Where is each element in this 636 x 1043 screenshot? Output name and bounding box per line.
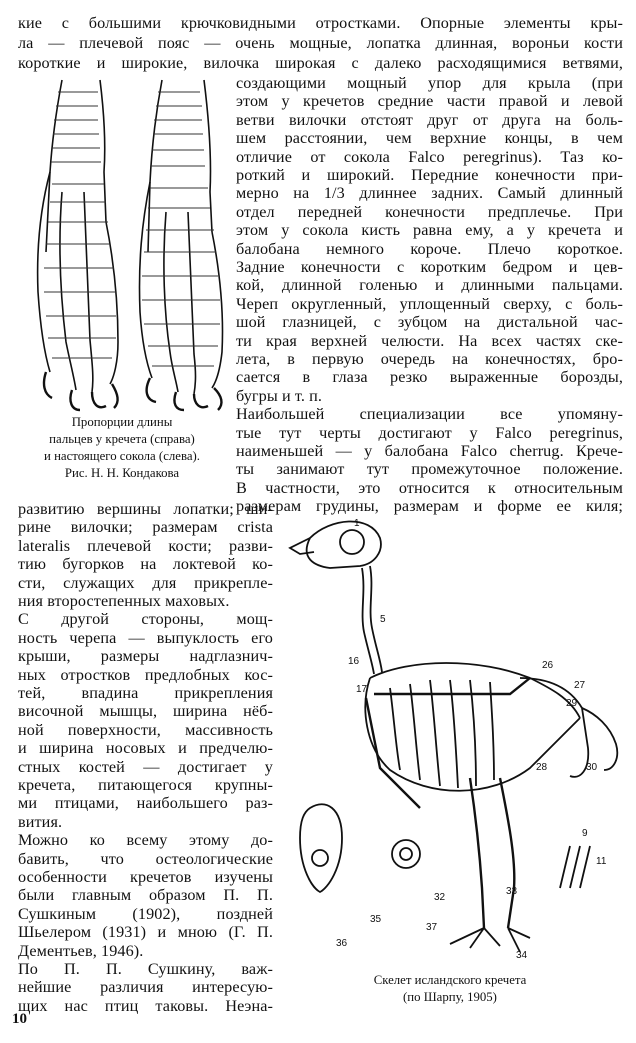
text-line: этом у кречетов средние части правой и левой [236,92,623,111]
text-line: лета, в первую очередь на конечностях, бро- [236,350,623,368]
text-line: бавить, что остеологические [18,849,273,868]
text-line: ветви вилочки отстоят друг от друга на боль- [236,110,623,129]
text-line: особенности кречетов изучены [18,868,273,886]
text-line: отдел передней конечности предплечье. При [236,202,623,221]
feet-illustration [22,72,230,412]
text-line: ты занимают тут промежуточное положение. [236,460,623,479]
text-line: Наибольшей специализации все упомяну- [236,405,623,424]
caption-line: Рис. Н. Н. Кондакова [64,466,180,480]
text-line: кречета, питающегося крупны- [18,776,273,794]
text-line: создающими мощный упор для крыла (при [236,74,623,92]
text-line: балобана немного короче. Плечо короткое. [236,239,623,258]
text-line: ния второстепенных маховых. [18,592,230,610]
label-37: 37 [426,922,438,933]
text-line: кие с большими крючковидными отростками. Опорные элементы кры- [18,14,623,32]
label-9: 9 [582,828,588,839]
text-line: ных отростков предлобных кос- [18,665,273,684]
text-line: стных костей — достигает у [18,757,273,776]
text-line: ность черепа — выпуклость его [18,628,273,647]
text-line: шой глазницей, с зубцом на дистальной час- [236,313,623,332]
text-line: сается в глаза резко выраженные борозды, [236,368,623,387]
text-line: Можно ко всему этому до- [18,831,273,850]
text-line: короткие и широкие, вилочка широкая с далеко расходящимися ветвями, [18,54,623,72]
label-30: 30 [586,762,598,773]
label-32: 32 [434,892,446,903]
label-29: 29 [566,698,578,709]
label-26: 26 [542,660,554,671]
label-35: 35 [370,914,382,925]
text-line: кой, длинной голенью и длинными пальцами. [236,276,623,295]
text-line: С другой стороны, мощ- [18,610,273,629]
label-27: 27 [574,680,586,691]
skeleton-illustration [270,508,636,968]
caption-line: пальцев у кречета (справа) [49,432,195,446]
label-34: 34 [516,950,528,961]
page-number: 10 [12,1011,27,1027]
text-line: размерам грудины, размерам и форме ее киля; [236,497,623,516]
text-line: рине вилочки; размерам crista [18,518,273,537]
text-line: наименьшей — у балобана Falco cherrug. Крече- [236,442,623,460]
figure-feet [22,72,230,412]
caption-line: и настоящего сокола (слева). [44,449,200,463]
text-line: Сушкиным (1902), поздней [18,904,273,923]
caption-line: Пропорции длины [71,415,173,429]
text-line: ла — плечевой пояс — очень мощные, лопатка длинная, вороньи кости [18,34,623,52]
text-line: В частности, это относится к относительным [236,478,623,497]
text-line: развитию вершины лопатки; ши- [18,500,273,518]
label-17: 17 [356,684,368,695]
text-line: этом у сокола кисть равна ему, а у кречета и [236,221,623,240]
text-line: и ширина носовых и предчелю- [18,739,273,758]
label-28: 28 [536,762,548,773]
figure-skeleton [270,508,636,968]
label-11: 11 [596,856,607,867]
text-line: ной поверхности, массивность [18,720,273,739]
caption-line: Скелет исландского кречета [373,973,527,987]
label-33: 33 [506,886,518,897]
label-5: 5 [380,614,386,625]
text-line: отличие от сокола Falco peregrinus). Таз ко- [236,147,623,166]
text-line: Череп округленный, уплощенный сверху, с боль- [236,294,623,313]
label-1: 1 [354,518,360,529]
text-line: тые тут черты достигают у Falco peregrinus, [236,423,623,442]
text-line: тей, впадина прикрепления [18,684,273,702]
text-line: сти, служащих для прикрепле- [18,573,273,592]
text-line: нейшие различия интересую- [18,978,273,997]
label-36: 36 [336,938,348,949]
label-16: 16 [348,656,360,667]
text-line: крыши, размеры надглазнич- [18,647,273,666]
text-line: шем расстоянии, чем верхние концы, в чем [236,129,623,148]
text-line: lateralis плечевой кости; разви- [18,536,273,555]
text-line: По П. П. Сушкину, важ- [18,960,273,978]
text-line: роткий и широкий. Передние конечности при- [236,166,623,184]
text-line: вития. [18,812,63,831]
text-line: ми птицами, наибольшего раз- [18,794,273,813]
text-line: ти края верхней челюсти. На всех частях ске- [236,331,623,350]
text-line: были главным образом П. П. [18,886,273,905]
text-line: Дементьев, 1946). [18,941,144,960]
text-line: Задние конечности с коротким бедром и цев- [236,258,623,276]
caption-line: (по Шарпу, 1905) [403,990,497,1004]
text-line: височной мышцы, ширина нёб- [18,702,273,721]
text-line: бугры и т. п. [236,386,323,405]
text-line: щих нас птиц таковы. Неэна- [18,996,273,1015]
text-line: тию бугорков на локтевой ко- [18,555,273,574]
text-line: Шьелером (1931) и мною (Г. П. [18,923,273,942]
text-line: мерно на 1/3 длиннее задних. Самый длинный [236,184,623,203]
